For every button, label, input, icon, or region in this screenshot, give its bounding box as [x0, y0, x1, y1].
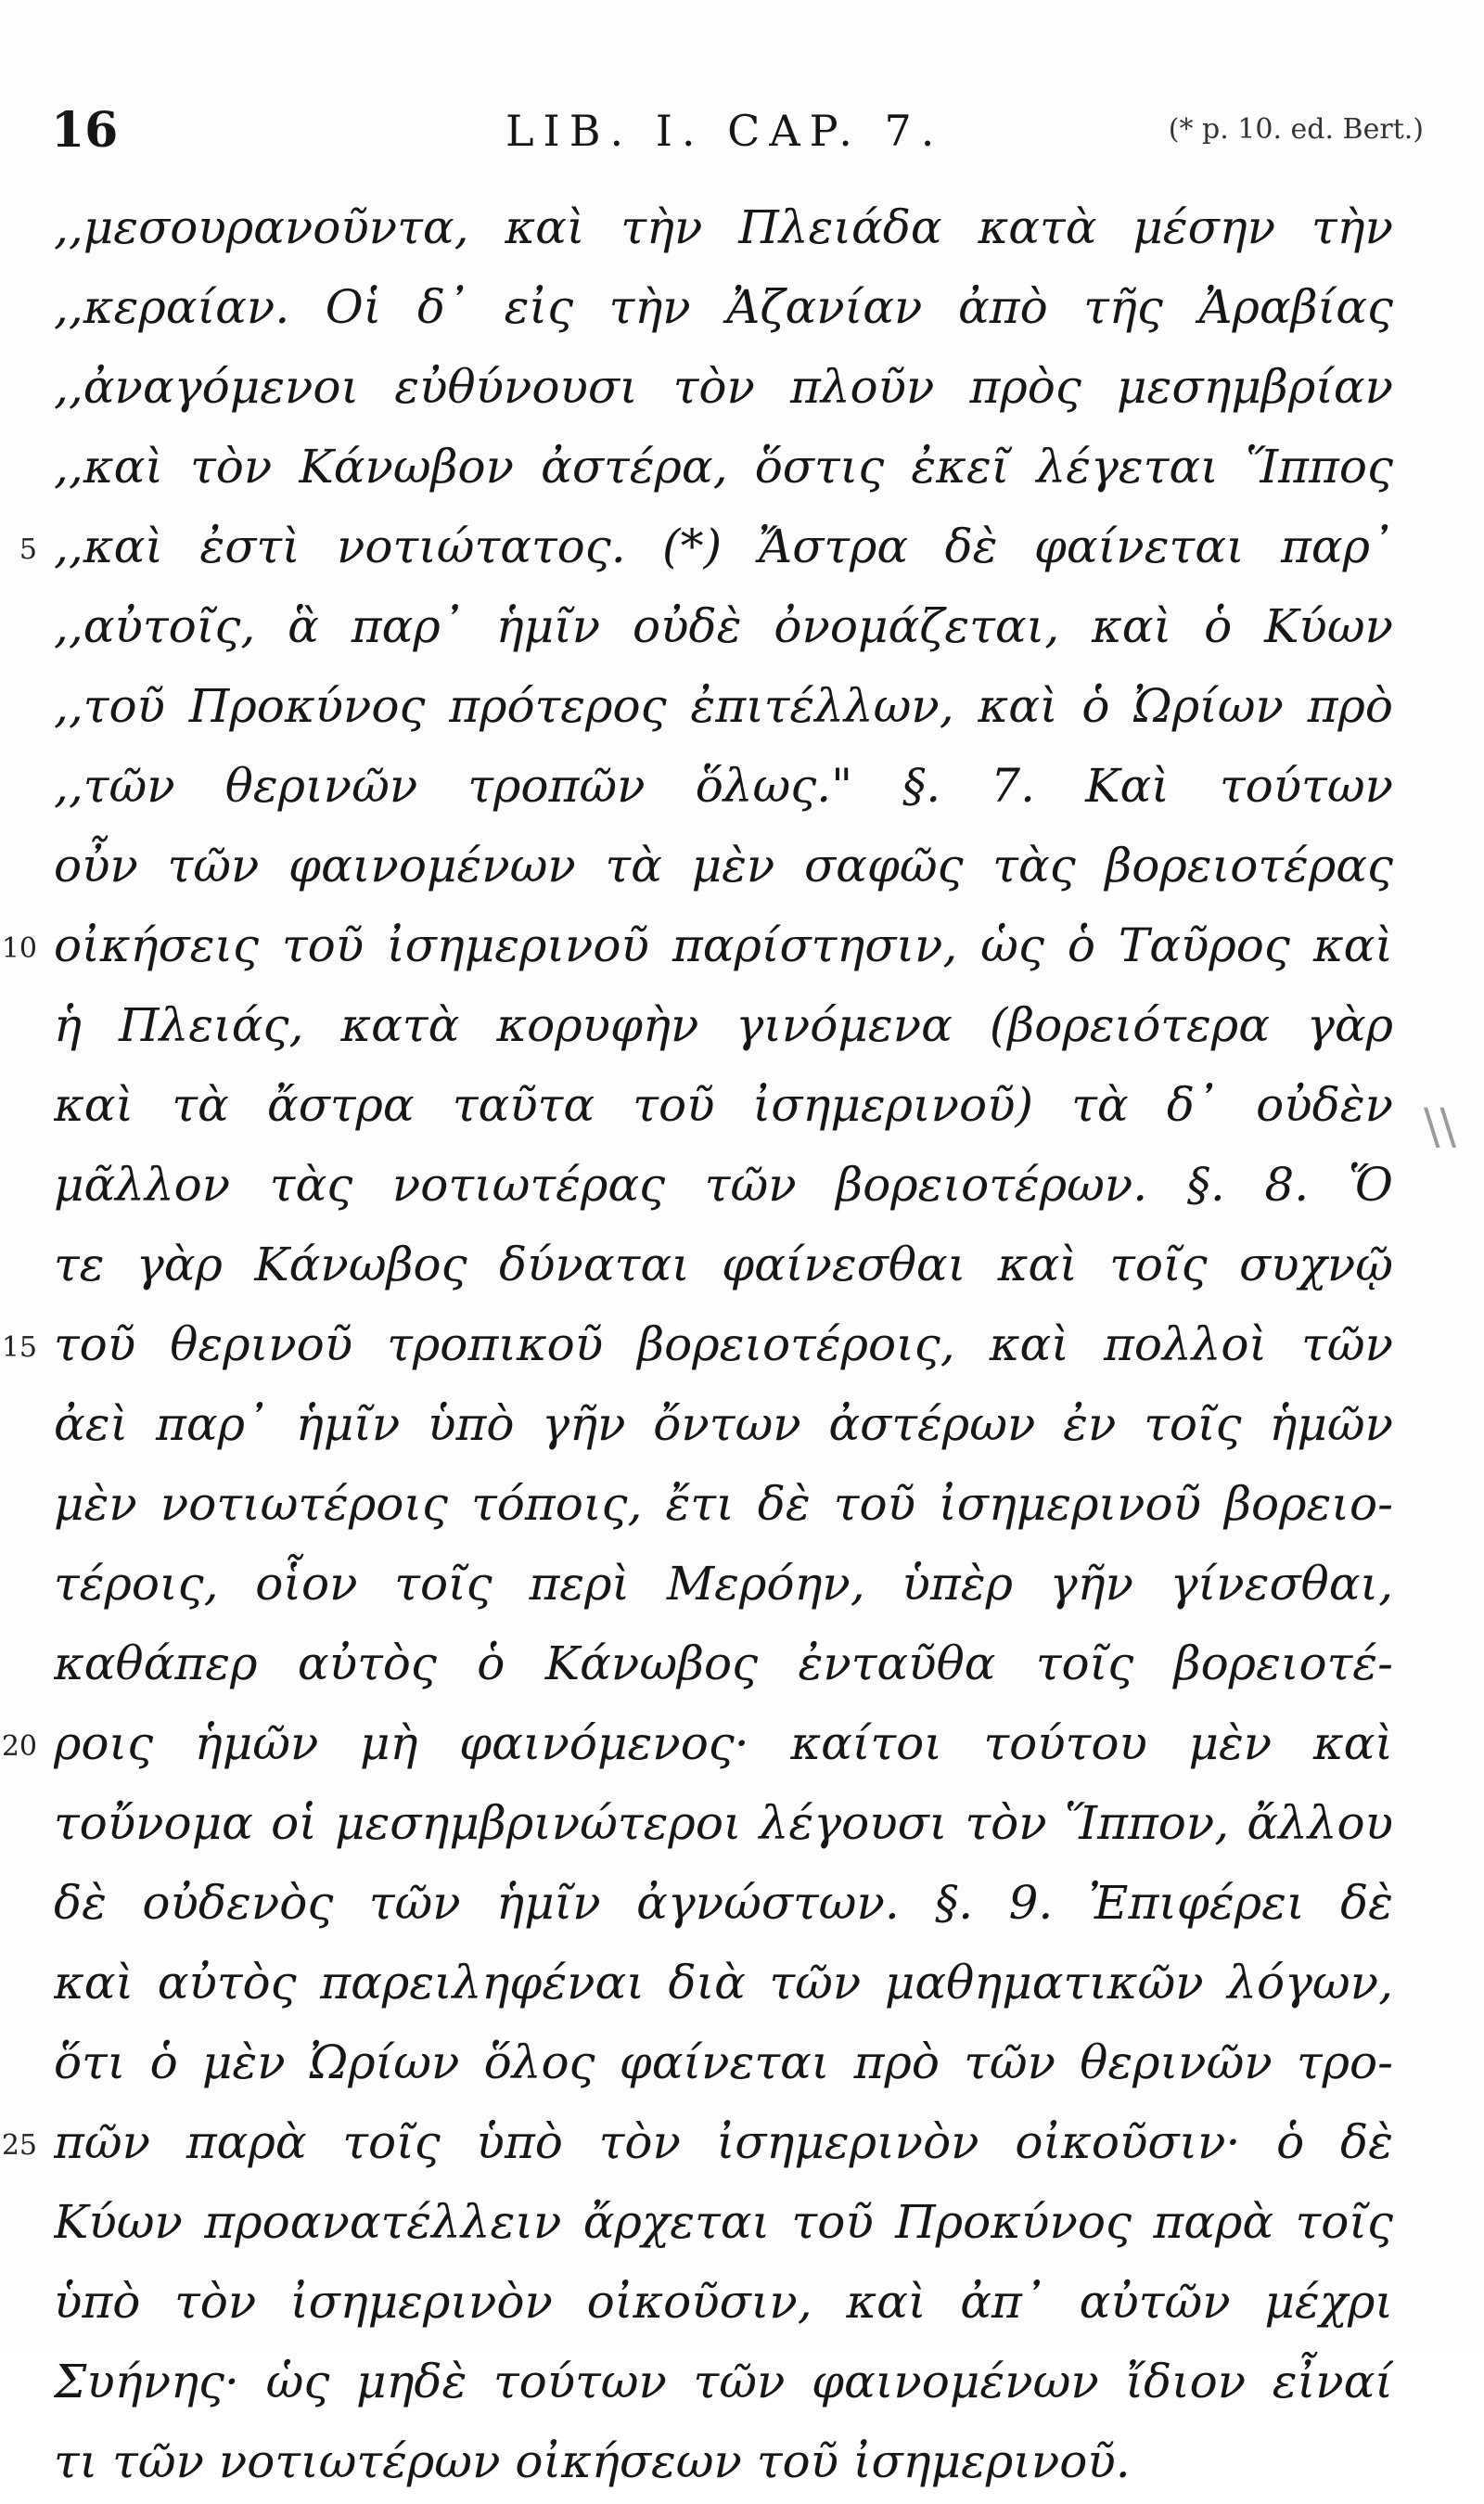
margin-mark: \\ [1424, 1099, 1457, 1155]
text-line [0, 908, 1484, 988]
line-number: 25 [1, 2129, 37, 2162]
text-line [0, 1068, 1484, 1148]
text-line [0, 1945, 1484, 2025]
line-text: ,,καὶ τὸν Κάνωβον ἀστέρα, ὅστις ἐκεῖ λέγεται Ἵππος [54, 440, 1393, 494]
line-text: ὅτι ὁ μὲν Ὠρίων ὅλος φαίνεται πρὸ τῶν θερινῶν τρο- [54, 2035, 1393, 2089]
text-line [0, 2105, 1484, 2185]
page-header [51, 102, 1424, 167]
line-text: πῶν παρὰ τοῖς ὑπὸ τὸν ἰσημερινὸν οἰκοῦσιν· ὁ δὲ [54, 2115, 1393, 2169]
text-line [0, 749, 1484, 828]
line-text: τε γὰρ Κάνωβος δύναται φαίνεσθαι καὶ τοῖς συχνῷ [54, 1238, 1393, 1291]
line-text: τι τῶν νοτιωτέρων οἰκήσεων τοῦ ἰσημερινοῦ. [54, 2434, 1131, 2488]
text-line [0, 2025, 1484, 2105]
line-text: τέροις, οἷον τοῖς περὶ Μερόην, ὑπὲρ γῆν γίνεσθαι, [54, 1557, 1393, 1611]
text-line [0, 1387, 1484, 1467]
line-text: καὶ τὰ ἄστρα ταῦτα τοῦ ἰσημερινοῦ) τὰ δ᾽ οὐδὲν [54, 1078, 1393, 1132]
line-number: 15 [1, 1331, 37, 1364]
line-number: 5 [19, 533, 37, 566]
line-text: οὖν τῶν φαινομένων τὰ μὲν σαφῶς τὰς βορειοτέρας [54, 839, 1393, 892]
line-text: ,,τῶν θερινῶν τροπῶν ὅλως." §. 7. Καὶ τούτων [54, 759, 1393, 813]
line-text: τοῦ θερινοῦ τροπικοῦ βορειοτέροις, καὶ πολλοὶ τῶν [54, 1317, 1393, 1371]
text-line [0, 1547, 1484, 1626]
text-line [0, 2424, 1484, 2504]
line-text: Κύων προανατέλλειν ἄρχεται τοῦ Προκύνος παρὰ τοῖς [54, 2195, 1393, 2249]
text-line [0, 1148, 1484, 1227]
text-line [0, 828, 1484, 908]
edition-reference: (* p. 10. ed. Bert.) [1168, 113, 1424, 146]
text-line [0, 270, 1484, 350]
line-text: ,,τοῦ Προκύνος πρότερος ἐπιτέλλων, καὶ ὁ Ὠρίων πρὸ [54, 679, 1393, 733]
text-line [0, 430, 1484, 509]
line-number: 10 [1, 932, 37, 965]
text-line [0, 190, 1484, 270]
text-line [0, 1467, 1484, 1547]
text-line [0, 2344, 1484, 2424]
line-text: ,,μεσουρανοῦντα, καὶ τὴν Πλειάδα κατὰ μέσην τὴν [54, 200, 1393, 254]
line-text: ἡ Πλειάς, κατὰ κορυφὴν γινόμενα (βορειότερα γὰρ [54, 998, 1393, 1052]
text-line [0, 1706, 1484, 1786]
text-line [0, 988, 1484, 1068]
line-text: καθάπερ αὐτὸς ὁ Κάνωβος ἐνταῦθα τοῖς βορειοτέ- [54, 1637, 1393, 1690]
text-line [0, 1866, 1484, 1945]
line-text: τοὔνομα οἱ μεσημβρινώτεροι λέγουσι τὸν Ἵππον, ἄλλου [54, 1796, 1393, 1850]
line-number: 20 [1, 1730, 37, 1763]
line-text: ,,κεραίαν. Οἱ δ᾽ εἰς τὴν Ἀζανίαν ἀπὸ τῆς Ἀραβίας [54, 280, 1393, 334]
text-line [0, 2185, 1484, 2265]
text-line [0, 509, 1484, 589]
text-line [0, 2265, 1484, 2344]
line-text: ὑπὸ τὸν ἰσημερινὸν οἰκοῦσιν, καὶ ἀπ᾽ αὐτῶν μέχρι [54, 2275, 1393, 2329]
text-line [0, 1307, 1484, 1387]
text-line [0, 350, 1484, 430]
line-text: δὲ οὐδενὸς τῶν ἡμῖν ἀγνώστων. §. 9. Ἐπιφέρει δὲ [54, 1876, 1393, 1930]
line-text: ,,αὐτοῖς, ἃ παρ᾽ ἡμῖν οὐδὲ ὀνομάζεται, καὶ ὁ Κύων [54, 599, 1393, 653]
running-head: LIB. I. CAP. 7. [505, 106, 944, 156]
line-text: ροις ἡμῶν μὴ φαινόμενος· καίτοι τούτου μὲν καὶ [54, 1716, 1393, 1770]
line-text: οἰκήσεις τοῦ ἰσημερινοῦ παρίστησιν, ὡς ὁ Ταῦρος καὶ [54, 918, 1393, 972]
text-line [0, 1626, 1484, 1706]
text-line [0, 669, 1484, 749]
line-text: Συήνης· ὡς μηδὲ τούτων τῶν φαινομένων ἴδιον εἶναί [54, 2355, 1393, 2408]
text-line [0, 1227, 1484, 1307]
line-text: ,,καὶ ἐστὶ νοτιώτατος. (*) Ἄστρα δὲ φαίνεται παρ᾽ [54, 520, 1393, 573]
line-text: καὶ αὐτὸς παρειληφέναι διὰ τῶν μαθηματικῶν λόγων, [54, 1956, 1393, 2010]
text-line [0, 1786, 1484, 1866]
greek-text-body [0, 190, 1484, 2504]
line-text: μᾶλλον τὰς νοτιωτέρας τῶν βορειοτέρων. §. 8. Ὅ [54, 1158, 1393, 1212]
line-text: μὲν νοτιωτέροις τόποις, ἔτι δὲ τοῦ ἰσημερινοῦ βορειο- [54, 1477, 1393, 1531]
line-text: ἀεὶ παρ᾽ ἡμῖν ὑπὸ γῆν ὄντων ἀστέρων ἐν τοῖς ἡμῶν [54, 1397, 1393, 1451]
line-text: ,,ἀναγόμενοι εὐθύνουσι τὸν πλοῦν πρὸς μεσημβρίαν [54, 360, 1393, 414]
page-number: 16 [51, 102, 119, 159]
text-line [0, 589, 1484, 669]
